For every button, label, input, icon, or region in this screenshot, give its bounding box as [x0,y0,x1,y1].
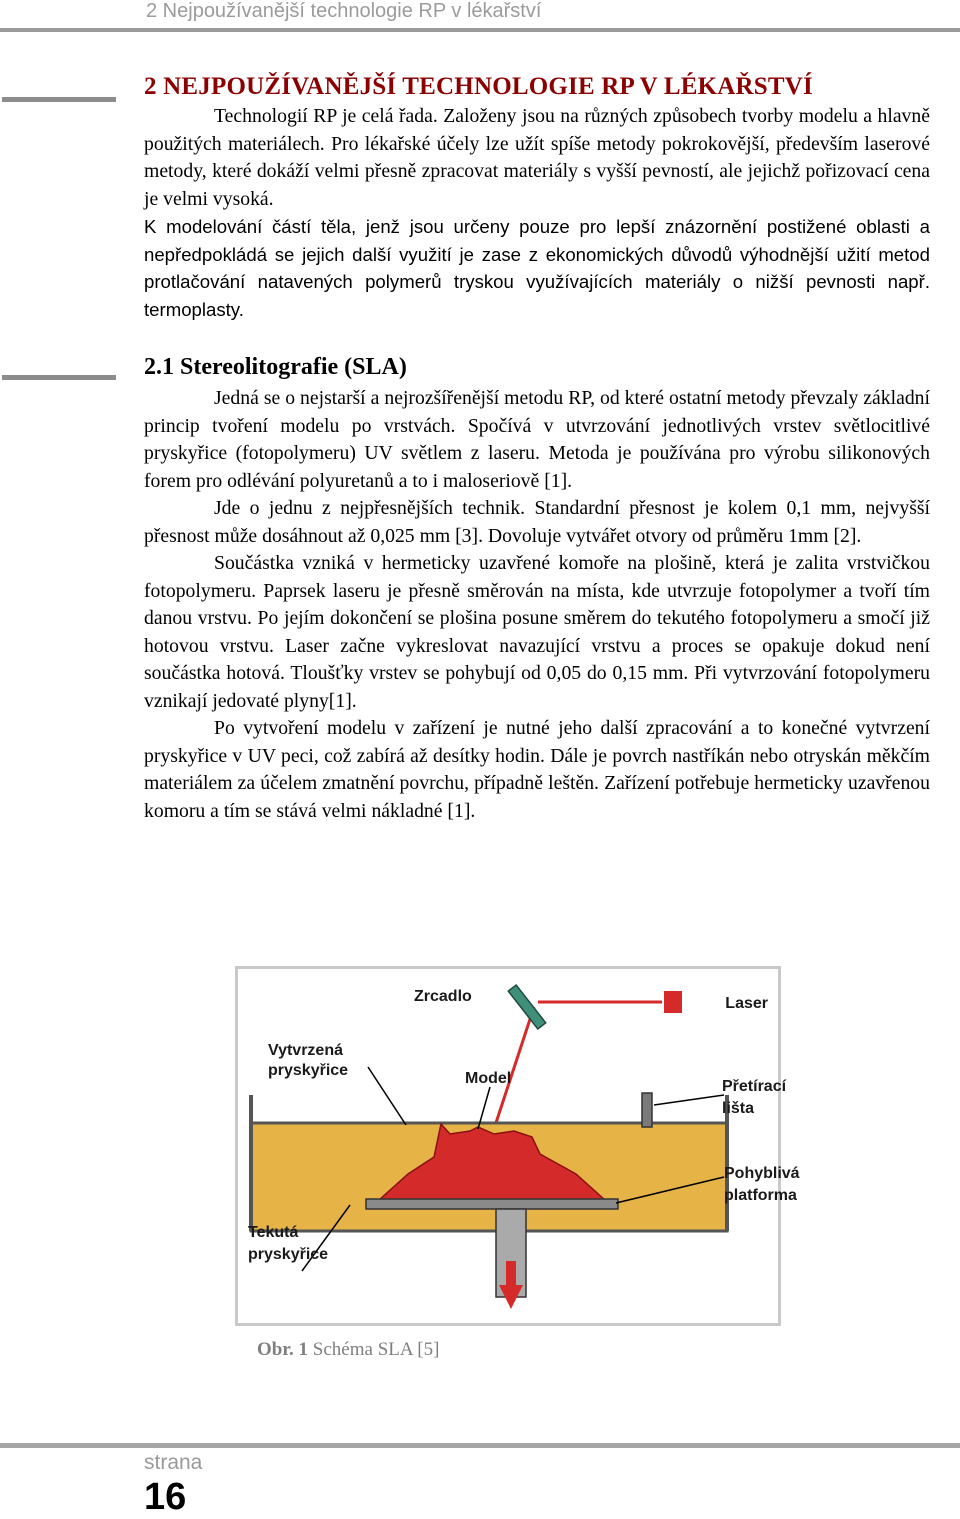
chapter-block [144,73,930,323]
label-laser: Laser [725,995,768,1012]
chapter-margin-bar [2,97,116,102]
section-paragraph-2: Jde o jednu z nejpřesnějších technik. Standardní přesnost je kolem 0,1 mm, nejvyšší přesnost může dosáhnout až 0,025 mm [3]. Dovoluje vytvářet otvory od průměru 1mm [2]. [144,497,930,547]
page-word: strana [144,1451,203,1474]
page-number: 16 [144,1476,187,1518]
leader-cured-resin [368,1067,406,1125]
chapter-heading: 2 NEJPOUŽÍVANĚJŠÍ TECHNOLOGIE RP V LÉKAŘSTVÍ [144,73,813,100]
section-paragraph-4: Po vytvoření modelu v zařízení je nutné jeho další zpracování a to konečné vytvrzení pryskyřice v UV peci, což zabírá až desítky hodin. Dále je povrch nastříkán nebo otryskán měkčím materiálem za účelem zmatnění povrchu, případně leštěn. Zařízení potřebuje hermeticky uzavřenou komoru a tím se stává velmi nákladné [1]. [144,717,930,822]
mirror-shape [508,985,545,1029]
label-liquid-resin-1: Tekutá [248,1224,299,1241]
label-platform-2: platforma [724,1187,797,1204]
footer-rule [0,1443,960,1448]
laser-source [664,991,682,1013]
figure-caption-text: Schéma SLA [5] [312,1339,440,1360]
section-block [144,354,930,825]
label-cured-resin-1: Vytvrzená [268,1042,343,1059]
leader-recoater [654,1095,724,1105]
chapter-paragraph-1: Technologií RP je celá řada. Založeny jsou na různých způsobech tvorby modelu a hlavně použitých materiálech. Pro lékařské účely lze užít spíše metody pokrokovější, především laserové metody, které dokáží velmi přesně zpracovat materiály s vyšší pevností, ale jejichž pořizovací cena je velmi vysoká. [144,105,930,210]
chapter-paragraph-2: K modelování částí těla, jenž jsou určeny pouze pro lepší znázornění postižené oblasti a nepředpokládá se jejich další využití je zase z ekonomických důvodů výhodnější užití metod protlačování natavených polymerů tryskou využívajících materiály o nižší pevnosti např. termoplasty. [144,216,930,320]
section-heading: 2.1 Stereolitografie (SLA) [144,354,407,380]
label-cured-resin-2: pryskyřice [268,1062,349,1079]
label-recoater-2: lišta [722,1100,755,1117]
header-rule [0,28,960,32]
label-liquid-resin-2: pryskyřice [248,1246,329,1263]
section-paragraph-3: Součástka vzniká v hermeticky uzavřené komoře na plošině, která je zalita vrstvičkou fotopolymeru. Paprsek laseru je přesně směrován na místa, kde utvrzuje fotopolymer a tvoří tím danou vrstvu. Po jejím dokončení se plošina posune směrem do tekutého fotopolymeru a smočí již hotovou vrstvu. Laser začne vykreslovat navazující vrstvu a proces se opakuje dokud není součástka hotová. Tloušťky vrstev se pohybují od 0,05 do 0,15 mm. Při vytvrzování fotopolymeru vznikají jedovaté plyny[1]. [144,552,930,712]
label-platform-1: Pohyblivá [724,1165,800,1182]
label-recoater-1: Přetírací [722,1078,787,1095]
section-paragraph-1: Jedná se o nejstarší a nejrozšířenější metodu RP, od které ostatní metody převzaly základní princip tvoření modelu po vrstvách. Spočívá v utvrzování jednotlivých vrstev světlocitlivé pryskyřice (fotopolymeru) UV světlem z laseru. Metoda je používána pro výrobu silikonových forem pro odlévání polyuretanů a to i maloseriově [1]. [144,387,930,492]
section-margin-bar [2,375,116,380]
down-arrow-stem [506,1261,516,1287]
sla-schematic-svg [238,969,800,1323]
sla-diagram [235,966,800,1326]
label-mirror: Zrcadlo [414,988,472,1005]
figure-caption-label: Obr. 1 [257,1339,309,1360]
running-header: 2 Nejpoužívanější technologie RP v lékařství [146,0,542,22]
recoater-blade [642,1093,652,1127]
platform-plate [366,1199,618,1209]
label-model: Model [465,1070,512,1087]
figure-caption [257,1339,439,1361]
